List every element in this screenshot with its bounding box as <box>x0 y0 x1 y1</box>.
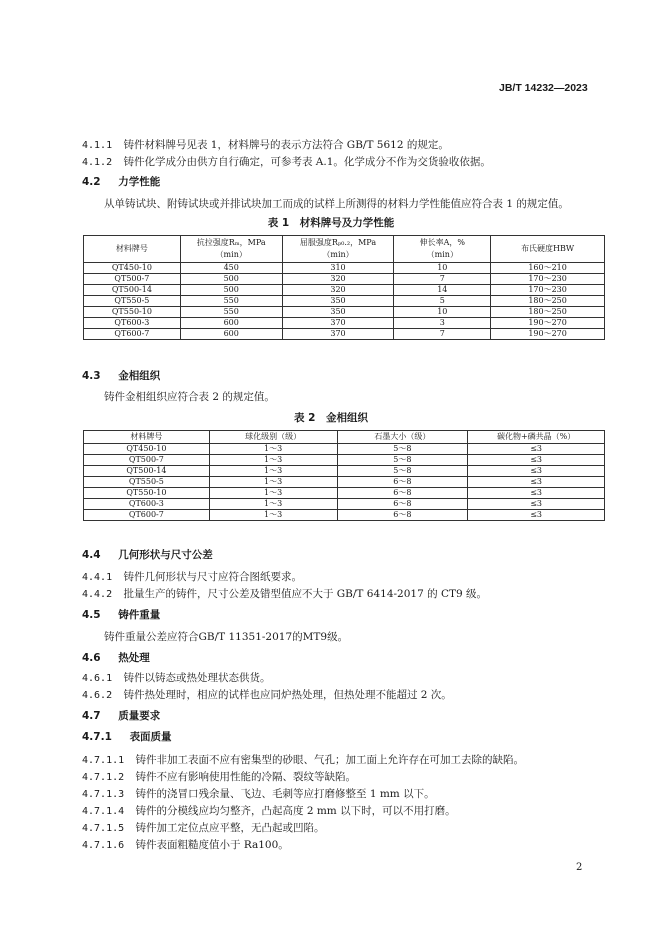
section-number: 4.7 <box>82 710 101 722</box>
section-title: 几何形状与尺寸公差 <box>118 549 213 561</box>
cell: 170～230 <box>491 274 605 285</box>
cell: QT450-10 <box>84 444 210 455</box>
clause-number: 4.7.1.3 <box>82 789 125 800</box>
table-row <box>84 307 605 318</box>
cell: 1～3 <box>209 455 337 466</box>
clause-number: 4.1.2 <box>82 157 113 168</box>
cell: 1～3 <box>209 488 337 499</box>
cell: 5～8 <box>337 455 468 466</box>
section-4-7-1-heading <box>82 729 172 744</box>
cell: 350 <box>282 296 394 307</box>
clause-number: 4.6.2 <box>82 690 113 701</box>
cell: 190～270 <box>491 329 605 340</box>
cell: ≤3 <box>468 477 605 488</box>
cell: QT550-10 <box>84 488 210 499</box>
cell: 6～8 <box>337 488 468 499</box>
section-4-4-heading <box>82 547 213 562</box>
clause-text: 铸件材料牌号见表 1，材料牌号的表示方法符合 GB/T 5612 的规定。 <box>123 139 449 151</box>
clause-text: 铸件以铸态或热处理状态供货。 <box>123 672 271 684</box>
cell: ≤3 <box>468 466 605 477</box>
section-title: 表面质量 <box>129 731 172 743</box>
clause-text: 铸件的分模线应均匀整齐，凸起高度 2 mm 以下时，可以不用打磨。 <box>135 805 456 817</box>
cell: 180～250 <box>491 307 605 318</box>
cell: 160～210 <box>491 263 605 274</box>
cell: ≤3 <box>468 499 605 510</box>
table-row <box>84 488 605 499</box>
table-row <box>84 455 605 466</box>
table-row <box>84 477 605 488</box>
cell: 310 <box>282 263 394 274</box>
cell: ≤3 <box>468 455 605 466</box>
clause-4-6-1 <box>82 670 270 685</box>
header-cell-nodularity: 球化级别（级） <box>209 431 337 444</box>
table-row <box>84 499 605 510</box>
cell: 190～270 <box>491 318 605 329</box>
section-number: 4.7.1 <box>82 731 112 743</box>
section-title: 铸件重量 <box>118 609 161 621</box>
table-1 <box>83 235 605 340</box>
header-cell-grade: 材料牌号 <box>84 236 181 263</box>
cell: ≤3 <box>468 488 605 499</box>
clause-text: 铸件热处理时，相应的试样也应同炉热处理，但热处理不能超过 2 次。 <box>123 689 452 701</box>
table-row <box>84 263 605 274</box>
document-id: JB/T 14232—2023 <box>499 82 588 94</box>
cell: QT550-10 <box>84 307 181 318</box>
cell: 550 <box>180 307 282 318</box>
section-4-6-heading <box>82 650 150 665</box>
table-2-header-row <box>84 431 605 444</box>
clause-text: 铸件非加工表面不应有密集型的砂眼、气孔；加工面上允许存在可加工去除的缺陷。 <box>135 754 524 766</box>
cell: 180～250 <box>491 296 605 307</box>
clause-text: 铸件几何形状与尺寸应符合图纸要求。 <box>123 571 302 583</box>
section-number: 4.5 <box>82 609 101 621</box>
cell: 370 <box>282 329 394 340</box>
section-4-2-heading <box>82 174 160 189</box>
cell: 550 <box>180 296 282 307</box>
cell: 10 <box>394 263 491 274</box>
cell: 370 <box>282 318 394 329</box>
page-number: 2 <box>576 862 583 873</box>
table-row <box>84 510 605 521</box>
cell: 1～3 <box>209 477 337 488</box>
table-row <box>84 329 605 340</box>
cell: 6～8 <box>337 477 468 488</box>
section-title: 力学性能 <box>118 176 161 188</box>
cell: 350 <box>282 307 394 318</box>
clause-number: 4.7.1.6 <box>82 840 125 851</box>
clause-4-7-1-5 <box>82 820 325 835</box>
clause-4-4-1 <box>82 569 302 584</box>
header-cell-elongation: 伸长率A，% （min） <box>394 236 491 263</box>
cell: 320 <box>282 285 394 296</box>
section-4-3-heading <box>82 368 160 383</box>
clause-text: 铸件表面粗糙度值小于 Ra100。 <box>135 839 289 851</box>
cell: 600 <box>180 329 282 340</box>
clause-text: 铸件不应有影响使用性能的冷隔、裂纹等缺陷。 <box>135 771 356 783</box>
cell: QT500-14 <box>84 285 181 296</box>
cell: 5 <box>394 296 491 307</box>
section-4-5-body: 铸件重量公差应符合GB/T 11351-2017的MT9级。 <box>104 631 349 643</box>
cell: 600 <box>180 318 282 329</box>
section-number: 4.6 <box>82 652 101 664</box>
cell: QT550-5 <box>84 477 210 488</box>
cell: QT500-7 <box>84 455 210 466</box>
clause-number: 4.7.1.2 <box>82 772 125 783</box>
clause-4-1-2 <box>82 154 491 169</box>
table-row <box>84 466 605 477</box>
cell: 5～8 <box>337 444 468 455</box>
section-number: 4.4 <box>82 549 101 561</box>
table-row <box>84 318 605 329</box>
clause-text: 铸件加工定位点应平整，无凸起或凹陷。 <box>135 822 325 834</box>
table-row <box>84 444 605 455</box>
section-4-2-body: 从单铸试块、附铸试块或并排试块加工而成的试样上所测得的材料力学性能值应符合表 1 的规定值。 <box>104 198 569 210</box>
cell: QT500-7 <box>84 274 181 285</box>
cell: 320 <box>282 274 394 285</box>
cell: ≤3 <box>468 510 605 521</box>
clause-4-7-1-2 <box>82 769 356 784</box>
clause-number: 4.4.1 <box>82 572 113 583</box>
cell: 1～3 <box>209 499 337 510</box>
cell: QT600-7 <box>84 329 181 340</box>
clause-number: 4.6.1 <box>82 673 113 684</box>
cell: 170～230 <box>491 285 605 296</box>
cell: 1～3 <box>209 444 337 455</box>
cell: ≤3 <box>468 444 605 455</box>
clause-number: 4.7.1.5 <box>82 823 125 834</box>
section-number: 4.2 <box>82 176 101 188</box>
clause-text: 批量生产的铸件，尺寸公差及错型值应不大于 GB/T 6414-2017 的 CT9 级。 <box>123 588 487 600</box>
section-number: 4.3 <box>82 370 101 382</box>
cell: 6～8 <box>337 510 468 521</box>
clause-4-7-1-1 <box>82 752 524 767</box>
clause-number: 4.7.1.4 <box>82 806 125 817</box>
section-4-7-heading <box>82 708 160 723</box>
clause-4-4-2 <box>82 586 487 601</box>
clause-number: 4.7.1.1 <box>82 755 125 766</box>
cell: 1～3 <box>209 510 337 521</box>
cell: 500 <box>180 285 282 296</box>
table-row <box>84 285 605 296</box>
clause-4-7-1-6 <box>82 837 289 852</box>
clause-text: 铸件的浇冒口残余量、飞边、毛刺等应打磨修整至 1 mm 以下。 <box>135 788 435 800</box>
section-title: 质量要求 <box>118 710 161 722</box>
cell: 5～8 <box>337 466 468 477</box>
table-2 <box>83 430 605 521</box>
clause-number: 4.4.2 <box>82 589 113 600</box>
clause-number: 4.1.1 <box>82 140 113 151</box>
cell: 14 <box>394 285 491 296</box>
footer-watermark-band <box>150 904 510 916</box>
cell: 10 <box>394 307 491 318</box>
header-cell-graphite-size: 石墨大小（级） <box>337 431 468 444</box>
clause-4-7-1-4 <box>82 803 456 818</box>
cell: 7 <box>394 329 491 340</box>
cell: 3 <box>394 318 491 329</box>
table-2-caption: 表 2 金相组织 <box>294 412 368 424</box>
cell: 6～8 <box>337 499 468 510</box>
table-1-header-row <box>84 236 605 263</box>
clause-4-1-1 <box>82 137 449 152</box>
table-row <box>84 296 605 307</box>
cell: QT550-5 <box>84 296 181 307</box>
cell: QT600-3 <box>84 318 181 329</box>
table-1-caption: 表 1 材料牌号及力学性能 <box>267 217 395 229</box>
cell: 7 <box>394 274 491 285</box>
clause-4-6-2 <box>82 687 452 702</box>
cell: 1～3 <box>209 466 337 477</box>
section-4-3-body: 铸件金相组织应符合表 2 的规定值。 <box>104 391 275 403</box>
table-row <box>84 274 605 285</box>
cell: QT500-14 <box>84 466 210 477</box>
cell: QT450-10 <box>84 263 181 274</box>
header-cell-hardness: 布氏硬度HBW <box>491 236 605 263</box>
section-title: 金相组织 <box>118 370 161 382</box>
cell: QT600-3 <box>84 499 210 510</box>
header-cell-grade: 材料牌号 <box>84 431 210 444</box>
cell: QT600-7 <box>84 510 210 521</box>
clause-4-7-1-3 <box>82 786 435 801</box>
section-4-5-heading <box>82 607 160 622</box>
section-title: 热处理 <box>118 652 150 664</box>
clause-text: 铸件化学成分由供方自行确定，可参考表 A.1。化学成分不作为交货验收依据。 <box>123 156 491 168</box>
header-cell-tensile: 抗拉强度Rₘ，MPa （min） <box>180 236 282 263</box>
cell: 450 <box>180 263 282 274</box>
header-cell-carbide: 碳化物+磷共晶（%） <box>468 431 605 444</box>
cell: 500 <box>180 274 282 285</box>
header-cell-yield: 屈服强度Rₚ₀.₂，MPa （min） <box>282 236 394 263</box>
